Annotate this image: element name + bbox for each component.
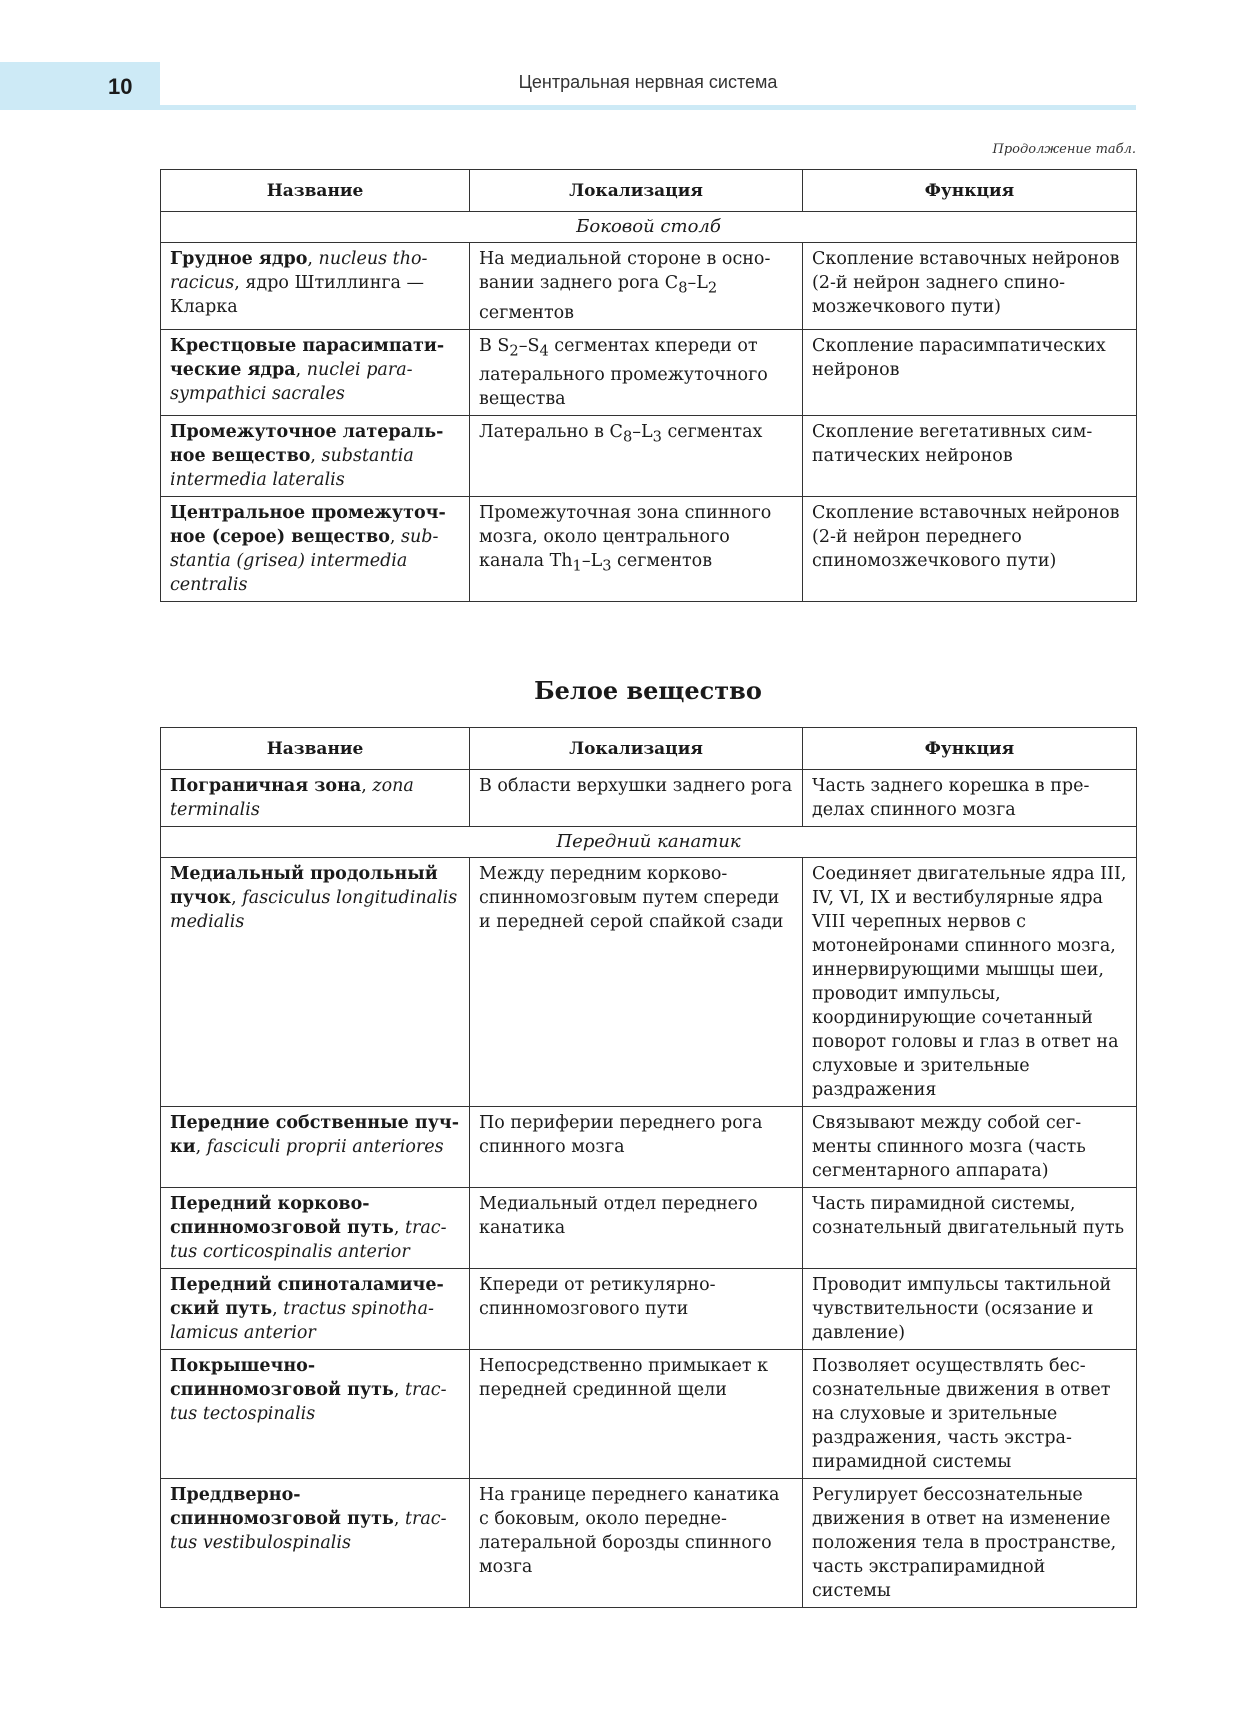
function-cell: Скопление вставочных нейронов (2-й нейрон заднего спиномозжечкового пути) — [803, 243, 1137, 330]
loc-text: В S — [479, 335, 510, 356]
column-header-name: Название — [161, 728, 470, 770]
section-label: Боковой столб — [161, 212, 1137, 243]
structure-name: Центральное промежуточное (серое) вещество — [170, 503, 446, 547]
separator: , — [393, 1380, 405, 1400]
white-matter-table — [160, 727, 1137, 1608]
latin-name: tractus spinothalamicus anterior — [170, 1299, 434, 1343]
separator: , — [361, 776, 373, 796]
section-row — [161, 827, 1137, 858]
table-row — [161, 858, 1137, 1107]
name-cell — [161, 243, 470, 330]
loc-text: –S — [518, 335, 540, 356]
loc-text: –L — [632, 422, 653, 442]
function-cell: Часть заднего корешка в пределах спинного мозга — [803, 770, 1137, 827]
header-rule — [160, 105, 1136, 110]
separator: , — [231, 888, 243, 908]
localization-cell — [470, 416, 803, 497]
structure-name: Передний корково-спинномозговой путь — [170, 1194, 394, 1238]
latin-name: nuclei parasympathici sacrales — [170, 359, 413, 404]
latin-name: nucleus thoracicus — [170, 249, 428, 293]
running-title: Центральная нервная система — [518, 72, 778, 92]
column-header-localization: Локализация — [470, 170, 803, 212]
table-row — [161, 1107, 1137, 1188]
loc-text: сегментах кпереди от латерального промежуточного вещества — [479, 335, 768, 409]
localization-cell: На границе переднего канатика с боковым, около переднелатеральной борозды спинного мозга — [470, 1479, 803, 1608]
structure-name: Преддверно-спинномозговой путь — [170, 1485, 394, 1529]
name-tail: , ядро Штиллинга — Кларка — [170, 273, 425, 317]
table-header-row — [161, 170, 1137, 212]
function-cell: Скопление вегетативных симпатических нейронов — [803, 416, 1137, 497]
latin-name: substantia (grisea) intermedia centralis — [170, 527, 439, 595]
name-cell — [161, 416, 470, 497]
column-header-localization: Локализация — [470, 728, 803, 770]
structure-name: Пограничная зона — [170, 776, 362, 796]
structure-name: Грудное ядро — [170, 249, 308, 269]
table-row — [161, 1479, 1137, 1608]
function-cell: Позволяет осуществлять бессознательные движения в ответ на слуховые и зрительные раздражения, часть экстрапирамидной системы — [803, 1350, 1137, 1479]
table-row — [161, 243, 1137, 330]
latin-name: fasciculus longitudinalis medialis — [170, 888, 458, 932]
grey-matter-table — [160, 169, 1137, 602]
localization-cell: Медиальный отдел переднего канатика — [470, 1188, 803, 1269]
name-cell — [161, 497, 470, 602]
structure-name: Покрышечно-спинномозговой путь — [170, 1356, 394, 1400]
name-cell — [161, 1350, 470, 1479]
segment-subscript: 3 — [602, 557, 612, 575]
localization-cell: В области верхушки заднего рога — [470, 770, 803, 827]
column-header-name: Название — [161, 170, 470, 212]
table-row — [161, 416, 1137, 497]
table-row — [161, 497, 1137, 602]
localization-cell: Кпереди от ретикулярно-спинномозгового пути — [470, 1269, 803, 1350]
latin-name: tractus corticospinalis anterior — [170, 1218, 447, 1262]
column-header-function: Функция — [803, 728, 1137, 770]
segment-subscript: 8 — [622, 428, 633, 446]
name-cell — [161, 1269, 470, 1350]
name-cell — [161, 858, 470, 1107]
loc-text: сегментов — [479, 302, 575, 323]
table-row — [161, 770, 1137, 827]
function-cell: Скопление парасимпатических нейронов — [803, 329, 1137, 416]
function-cell: Проводит импульсы тактильной чувствительности (осязание и давление) — [803, 1269, 1137, 1350]
table-header-row — [161, 728, 1137, 770]
latin-name: tractus vestibulospinalis — [170, 1509, 447, 1553]
segment-subscript: 2 — [509, 342, 519, 359]
continuation-label: Продолжение табл. — [992, 142, 1136, 157]
localization-cell: Между передним корково-спинномозговым путем спереди и передней серой спайкой сзади — [470, 858, 803, 1107]
name-cell — [161, 1479, 470, 1608]
table-row — [161, 329, 1137, 416]
table-row — [161, 1350, 1137, 1479]
function-cell: Связывают между собой сегменты спинного мозга (часть сегментарного аппарата) — [803, 1107, 1137, 1188]
structure-name: Медиальный продольный пучок — [170, 864, 438, 908]
page-number: 10 — [108, 74, 133, 99]
table-row — [161, 1188, 1137, 1269]
separator: , — [307, 249, 319, 269]
structure-name: Передние собственные пучки — [170, 1113, 459, 1157]
localization-cell — [470, 497, 803, 602]
name-cell — [161, 1107, 470, 1188]
function-cell: Скопление вставочных нейронов (2-й нейрон переднего спиномозжечкового пути) — [803, 497, 1137, 602]
loc-text: сегментах — [661, 422, 763, 442]
segment-subscript: 1 — [572, 557, 582, 575]
name-cell — [161, 770, 470, 827]
segment-subscript: 8 — [678, 279, 688, 297]
segment-subscript: 4 — [539, 342, 549, 359]
separator: , — [389, 527, 402, 547]
separator: , — [295, 359, 307, 380]
header-tab — [0, 62, 160, 110]
separator: , — [195, 1137, 207, 1157]
latin-name: fasciculi proprii anteriores — [206, 1137, 444, 1157]
loc-text: Промежуточная зона спинного мозга, около центрального канала Th — [479, 503, 772, 571]
name-cell — [161, 329, 470, 416]
structure-name: Промежуточное латеральное вещество — [170, 422, 444, 466]
segment-subscript: 3 — [652, 428, 662, 446]
loc-text: Латерально в C — [479, 422, 623, 442]
separator: , — [272, 1299, 284, 1319]
section-label: Передний канатик — [161, 827, 1137, 858]
function-cell: Соединяет двигательные ядра III, IV, VI, IX и вестибулярные ядра VIII черепных нервов с мотонейронами спинного мозга, иннервирующими мышцы шеи, проводит импульсы, координирующие сочетанный поворот головы и глаз в ответ на слуховые и зрительные раздражения — [803, 858, 1137, 1107]
structure-name: Передний спиноталамический путь — [170, 1275, 444, 1319]
section-row — [161, 212, 1137, 243]
loc-text: –L — [687, 273, 708, 293]
localization-cell — [470, 243, 803, 330]
section-heading: Белое вещество — [534, 676, 762, 705]
loc-text: –L — [581, 551, 603, 571]
function-cell: Часть пирамидной системы, сознательный двигательный путь — [803, 1188, 1137, 1269]
separator: , — [310, 446, 322, 466]
separator: , — [393, 1218, 405, 1238]
localization-cell: По периферии переднего рога спинного мозга — [470, 1107, 803, 1188]
name-cell — [161, 1188, 470, 1269]
function-cell: Регулирует бессознательные движения в ответ на изменение положения тела в пространстве, часть экстрапирамидной системы — [803, 1479, 1137, 1608]
localization-cell: Непосредственно примыкает к передней срединной щели — [470, 1350, 803, 1479]
column-header-function: Функция — [803, 170, 1137, 212]
loc-text: сегментов — [611, 551, 713, 571]
latin-name: zona terminalis — [170, 776, 414, 820]
segment-subscript: 2 — [707, 279, 718, 297]
loc-text: На медиальной стороне в основании заднего рога C — [479, 249, 771, 293]
localization-cell — [470, 329, 803, 416]
table-row — [161, 1269, 1137, 1350]
structure-name: Крестцовые парасимпатические ядра — [170, 335, 445, 380]
latin-name: substantia intermedia lateralis — [170, 446, 414, 490]
separator: , — [393, 1509, 405, 1529]
latin-name: tractus tectospinalis — [170, 1380, 447, 1424]
